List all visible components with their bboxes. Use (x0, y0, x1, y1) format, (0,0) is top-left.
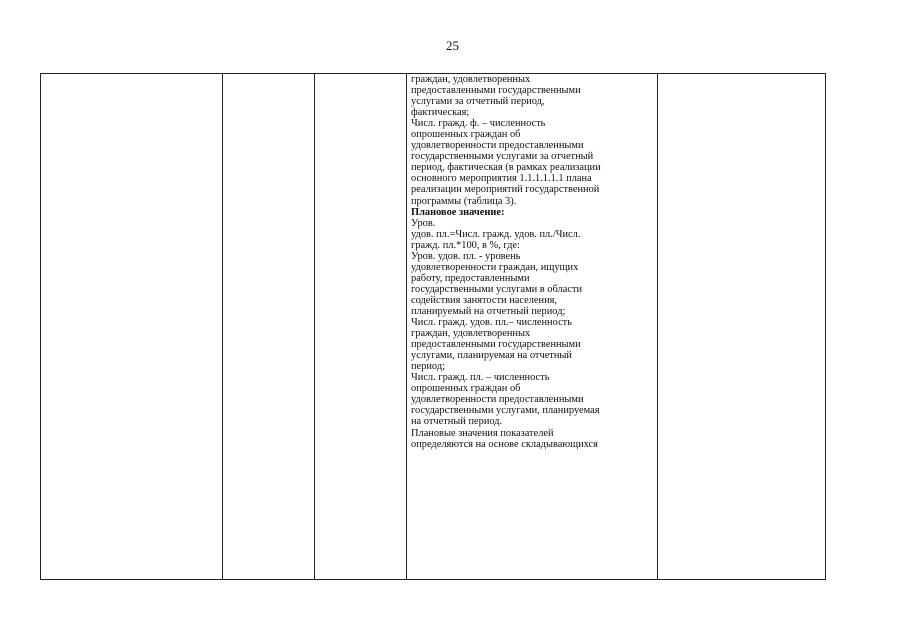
text-line: реализации мероприятий государственной (411, 184, 600, 196)
text-line: удов. пл.=Числ. гражд. удов. пл./Числ. (411, 228, 581, 240)
text-line: граждан, удовлетворенных (411, 328, 531, 340)
text-line: определяются на основе складывающихся (411, 438, 598, 450)
text-line: предоставленными государственными (411, 339, 581, 351)
text-line: опрошенных граждан об (411, 129, 521, 141)
text-line: удовлетворенности граждан, ищущих (411, 261, 579, 273)
text-line: период; (411, 361, 445, 373)
text-line: государственными услугами, планируемая (411, 405, 600, 417)
text-line: работу, предоставленными (411, 272, 530, 284)
text-line: удовлетворенности предоставленными (411, 140, 584, 152)
calculation-method-text (407, 74, 657, 579)
text-line: Числ. гражд. пл. – численность (411, 372, 550, 384)
text-line: гражд. пл.*100, в %, где: (411, 239, 520, 251)
table-row (41, 74, 826, 580)
text-line: период, фактическая (в рамках реализации (411, 162, 601, 174)
text-line: программы (таблица 3). (411, 195, 517, 207)
text-line: предоставленными государственными (411, 85, 581, 97)
text-line: фактическая; (411, 107, 470, 119)
text-line: граждан, удовлетворенных (411, 74, 531, 85)
text-line: Уров. удов. пл. - уровень (411, 250, 521, 262)
text-line: на отчетный период. (411, 416, 503, 428)
text-line: Числ. гражд. удов. пл.– численность (411, 317, 572, 329)
table-cell-empty (658, 74, 826, 580)
text-line: услугами, планируемая на отчетный (411, 350, 572, 362)
text-line: Плановые значения показателей (411, 427, 554, 439)
page-number: 25 (446, 38, 459, 53)
table-cell-empty (41, 74, 223, 580)
text-line: удовлетворенности предоставленными (411, 394, 584, 406)
calculation-method-cell (407, 74, 658, 580)
text-line: государственными услугами за отчетный (411, 151, 594, 163)
indicator-table (40, 73, 826, 580)
text-line: основного мероприятия 1.1.1.1.1.1 плана (411, 173, 592, 185)
text-line: планируемый на отчетный период; (411, 305, 566, 317)
table-cell-empty (223, 74, 315, 580)
text-line: услугами за отчетный период, (411, 96, 545, 108)
text-line: содействия занятости населения, (411, 294, 558, 306)
text-line: Числ. гражд. ф. – численность (411, 118, 546, 130)
text-line: опрошенных граждан об (411, 383, 521, 395)
text-line: государственными услугами в области (411, 283, 583, 295)
section-heading: Плановое значение: (411, 206, 505, 218)
text-line: Уров. (411, 217, 436, 229)
table-cell-empty (315, 74, 407, 580)
